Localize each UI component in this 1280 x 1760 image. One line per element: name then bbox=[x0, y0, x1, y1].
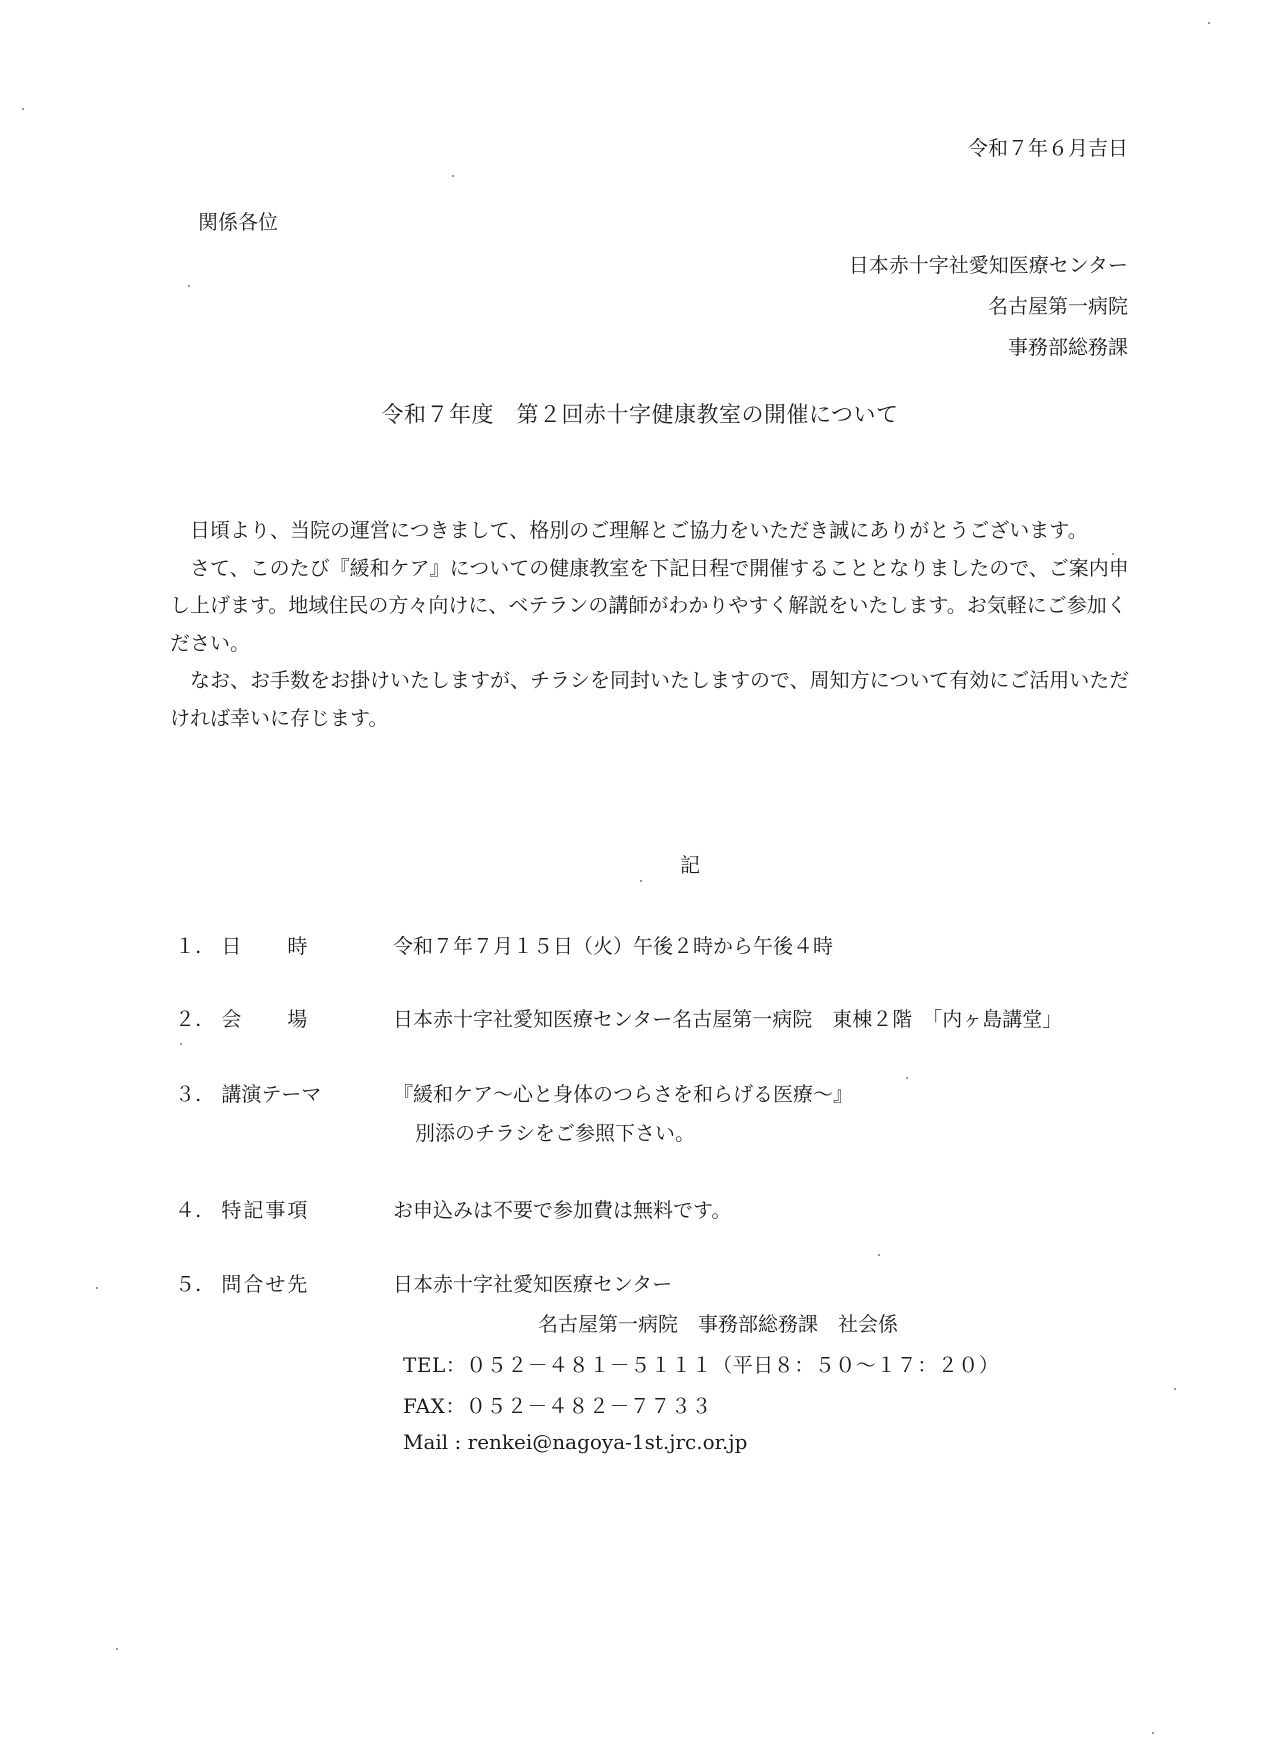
contact-tel: TEL：０５２－４８１－５１１１（平日８：５０～１７：２０） bbox=[403, 1353, 1000, 1377]
contact-mail: Mail : renkei@nagoya-1st.jrc.or.jp bbox=[403, 1430, 748, 1454]
scan-speck bbox=[1174, 1388, 1176, 1390]
scan-speck bbox=[22, 108, 24, 110]
item-theme-value: 『緩和ケア～心と身体のつらさを和らげる医療～』 bbox=[393, 1082, 853, 1106]
item-notes-value: お申込みは不要で参加費は無料です。 bbox=[393, 1198, 732, 1222]
scan-speck bbox=[1152, 1732, 1154, 1734]
item-venue-value: 日本赤十字社愛知医療センター名古屋第一病院 東棟２階 「内ヶ島講堂」 bbox=[393, 1007, 1063, 1031]
body-paragraph-3: なお、お手数をお掛けいたしますが、チラシを同封いたしますので、周知方について有効にご活用いただければ幸いに存じます。 bbox=[170, 668, 1130, 730]
sender-organization: 日本赤十字社愛知医療センター bbox=[848, 253, 1128, 277]
item-label: 会 場 bbox=[221, 1007, 310, 1031]
item-theme-note: 別添のチラシをご参照下さい。 bbox=[415, 1121, 695, 1145]
sender-hospital: 名古屋第一病院 bbox=[988, 294, 1128, 318]
item-label: 日 時 bbox=[221, 934, 310, 958]
scan-speck bbox=[906, 1077, 908, 1079]
document-title: 令和７年度 第２回赤十字健康教室の開催について bbox=[381, 403, 899, 428]
scan-speck bbox=[1112, 553, 1114, 555]
body-text bbox=[170, 512, 1130, 737]
contact-organization: 日本赤十字社愛知医療センター bbox=[393, 1272, 673, 1296]
scan-speck bbox=[96, 1287, 98, 1289]
scan-speck bbox=[1208, 22, 1210, 24]
scan-speck bbox=[878, 1254, 880, 1256]
sender-department: 事務部総務課 bbox=[1008, 335, 1128, 359]
item-label: 講演テーマ bbox=[221, 1082, 322, 1106]
item-theme bbox=[175, 1078, 401, 1107]
item-number: １. bbox=[175, 934, 202, 958]
issue-date: 令和７年６月吉日 bbox=[968, 136, 1128, 160]
item-datetime bbox=[175, 930, 401, 959]
scan-speck bbox=[640, 880, 642, 882]
scan-speck bbox=[116, 1648, 118, 1650]
item-label: 問合せ先 bbox=[221, 1272, 310, 1296]
sender-block bbox=[849, 245, 1128, 368]
item-label: 特記事項 bbox=[221, 1198, 310, 1222]
item-number: ５. bbox=[175, 1272, 202, 1296]
contact-department: 名古屋第一病院 事務部総務課 社会係 bbox=[538, 1312, 898, 1336]
body-paragraph-1: 日頃より、当院の運営につきまして、格別のご理解とご協力をいただき誠にありがとうございます。 bbox=[190, 518, 1088, 542]
scan-speck bbox=[452, 175, 454, 177]
item-number: ２. bbox=[175, 1007, 202, 1031]
ki-heading: 記 bbox=[680, 853, 700, 877]
item-venue bbox=[175, 1003, 401, 1032]
contact-fax: FAX：０５２－４８２－７７３３ bbox=[403, 1394, 712, 1418]
scan-speck bbox=[180, 1043, 182, 1045]
item-datetime-value: 令和７年７月１５日（火）午後２時から午後４時 bbox=[393, 934, 833, 958]
item-contact bbox=[175, 1268, 401, 1297]
item-number: ３. bbox=[175, 1082, 202, 1106]
item-number: ４. bbox=[175, 1198, 202, 1222]
item-notes bbox=[175, 1194, 401, 1223]
body-paragraph-2: さて、このたび『緩和ケア』についての健康教室を下記日程で開催することとなりましたので、ご案内申し上げます。地域住民の方々向けに、ベテランの講師がわかりやすく解説をいたします。お気軽にご参加ください。 bbox=[170, 555, 1129, 655]
scan-speck bbox=[188, 285, 190, 287]
recipient: 関係各位 bbox=[198, 210, 278, 234]
